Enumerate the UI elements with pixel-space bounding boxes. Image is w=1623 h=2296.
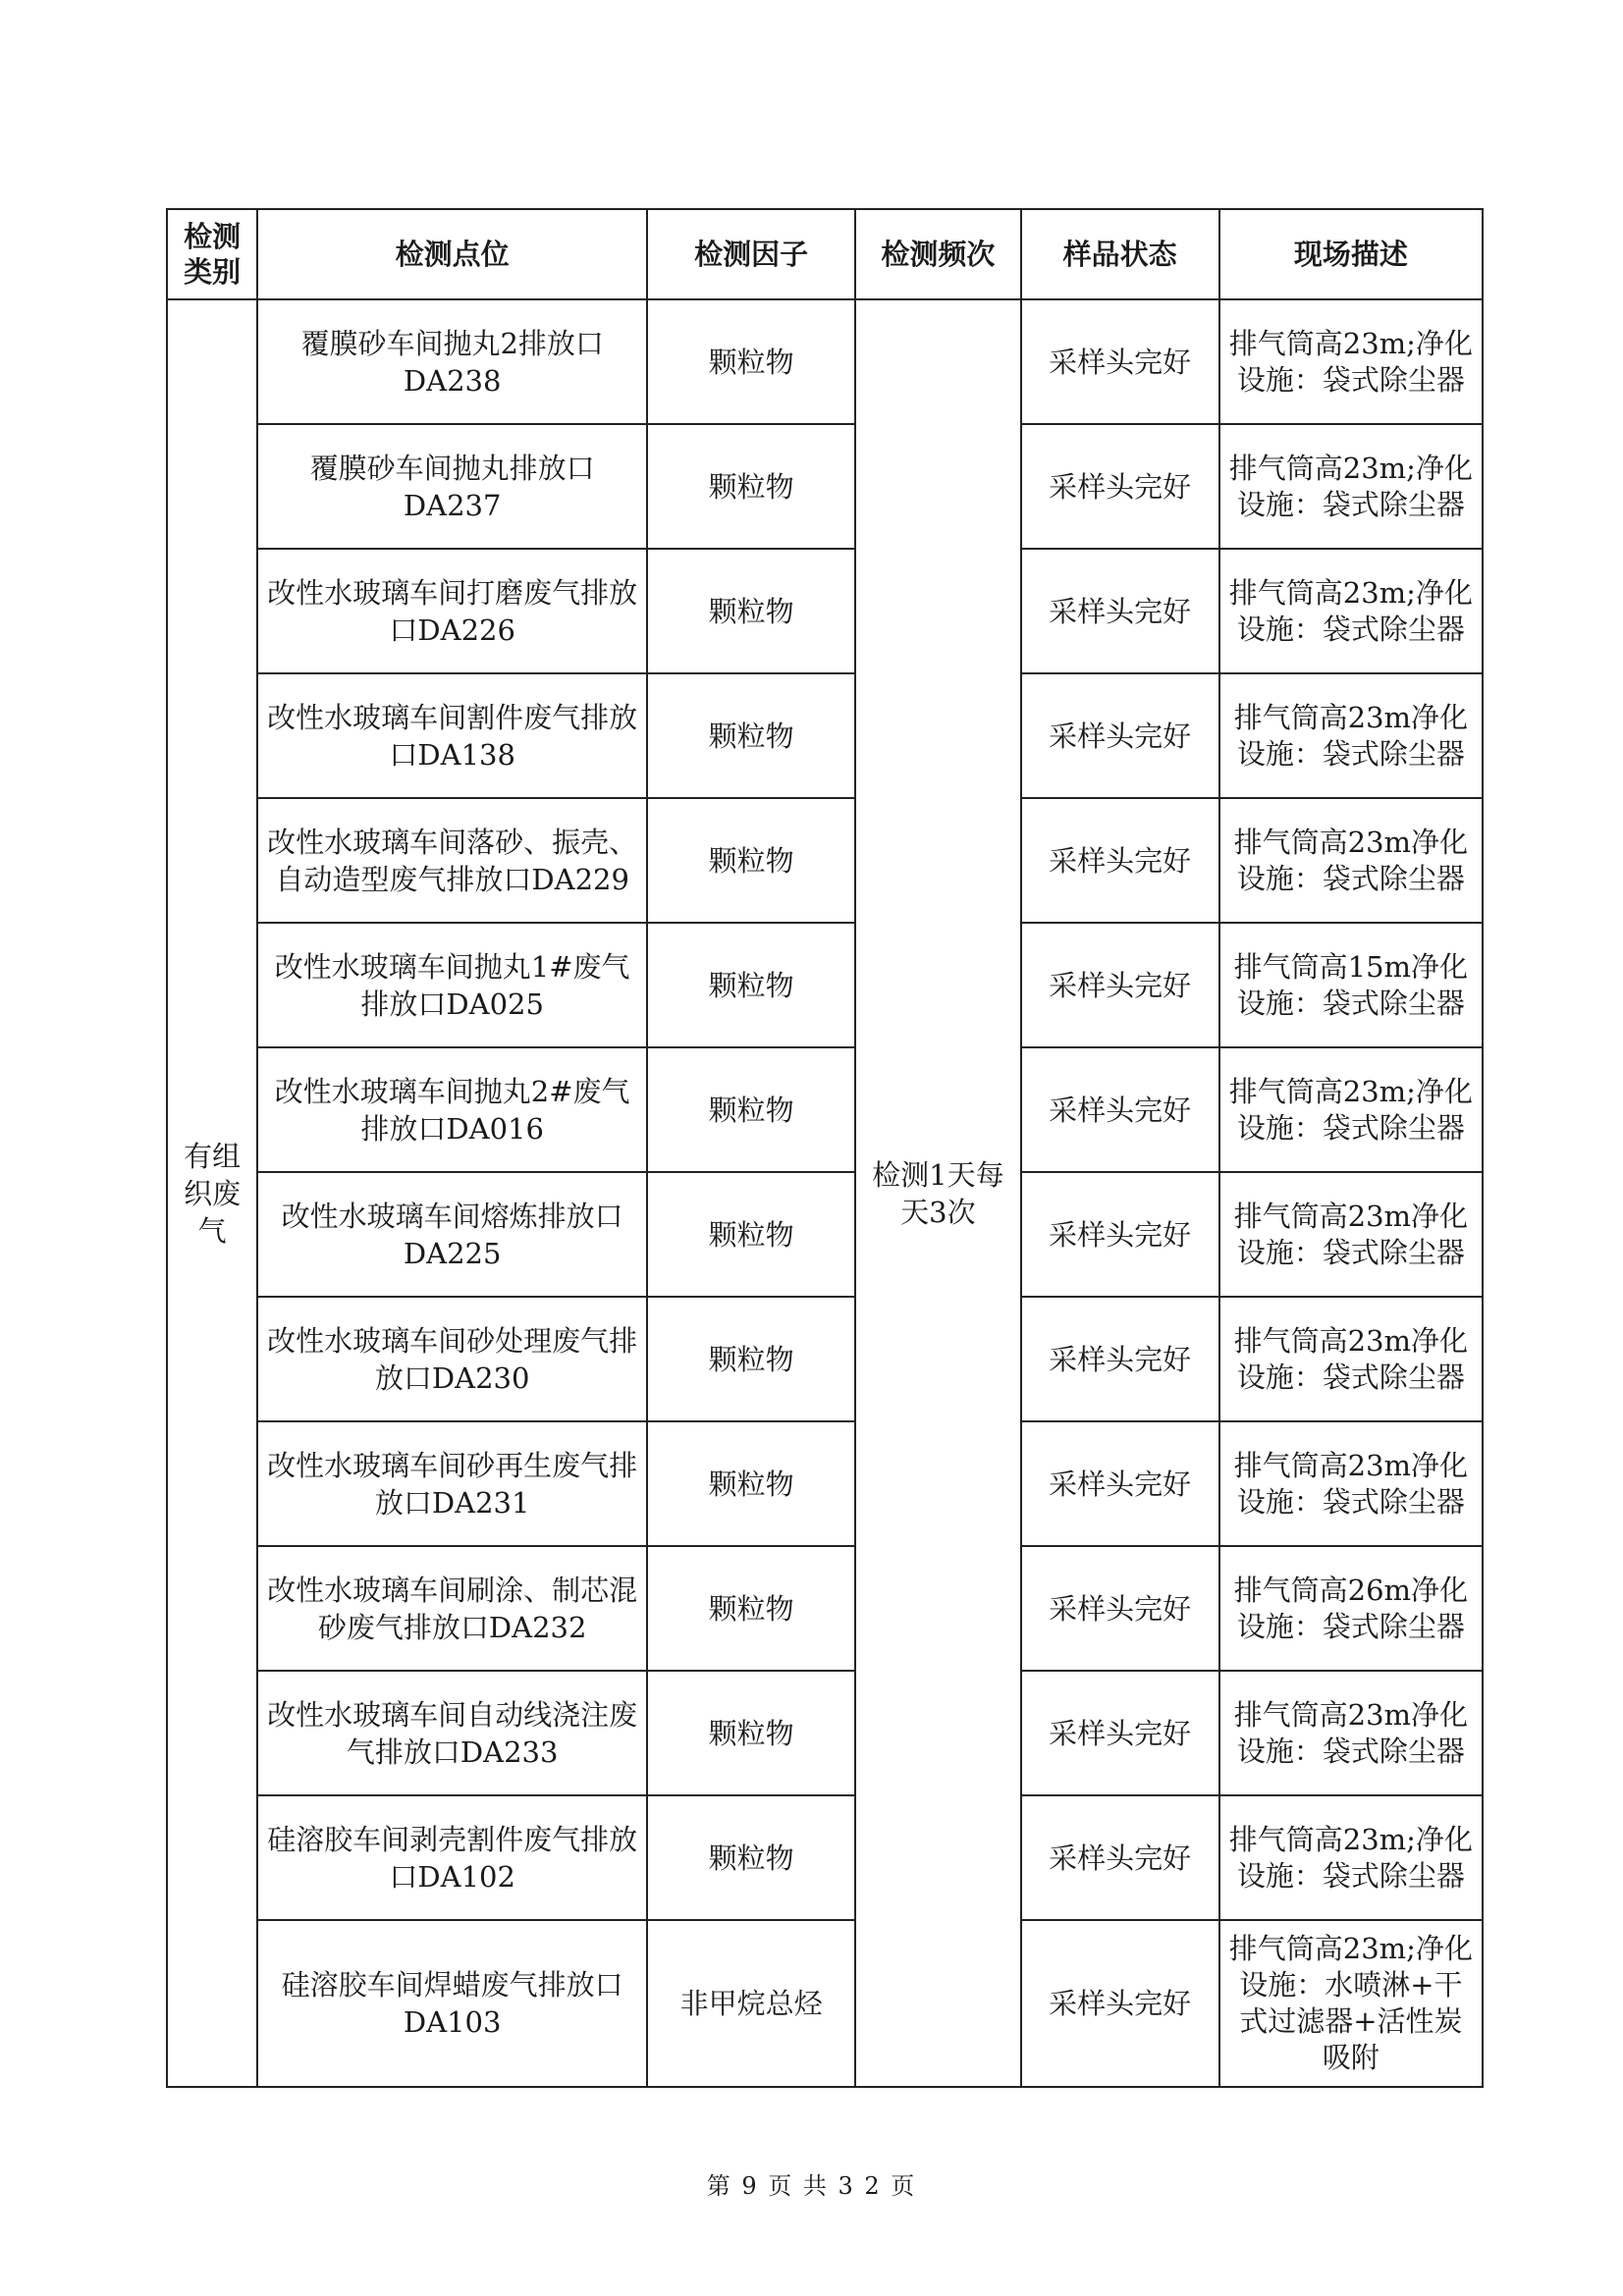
factor-cell: 颗粒物: [647, 1172, 855, 1297]
point-cell: 硅溶胶车间剥壳割件废气排放口DA102: [257, 1795, 647, 1920]
table-body: [167, 299, 1483, 2087]
state-cell: 采样头完好: [1021, 1671, 1219, 1795]
factor-cell: 颗粒物: [647, 673, 855, 798]
point-cell: 硅溶胶车间焊蜡废气排放口DA103: [257, 1920, 647, 2087]
table-row: [167, 673, 1483, 798]
state-cell: 采样头完好: [1021, 1795, 1219, 1920]
state-cell: 采样头完好: [1021, 424, 1219, 549]
monitoring-table: [166, 208, 1484, 2088]
header-description: 现场描述: [1219, 209, 1483, 299]
table-row: [167, 1795, 1483, 1920]
description-cell: 排气筒高23m净化设施：袋式除尘器: [1219, 1671, 1483, 1795]
frequency-cell: 检测1天每天3次: [855, 299, 1020, 2087]
description-cell: 排气筒高23m净化设施：袋式除尘器: [1219, 1421, 1483, 1546]
factor-cell: 颗粒物: [647, 1047, 855, 1172]
factor-cell: 颗粒物: [647, 424, 855, 549]
description-cell: 排气筒高23m净化设施：袋式除尘器: [1219, 673, 1483, 798]
state-cell: 采样头完好: [1021, 923, 1219, 1047]
point-cell: 改性水玻璃车间打磨废气排放口DA226: [257, 549, 647, 673]
table-row: [167, 1047, 1483, 1172]
point-cell: 改性水玻璃车间落砂、振壳、自动造型废气排放口DA229: [257, 798, 647, 923]
header-point: 检测点位: [257, 209, 647, 299]
description-cell: 排气筒高23m净化设施：袋式除尘器: [1219, 798, 1483, 923]
table-row: [167, 424, 1483, 549]
point-cell: 改性水玻璃车间熔炼排放口DA225: [257, 1172, 647, 1297]
state-cell: 采样头完好: [1021, 1172, 1219, 1297]
factor-cell: 颗粒物: [647, 798, 855, 923]
table-row: [167, 299, 1483, 424]
point-cell: 改性水玻璃车间抛丸2#废气排放口DA016: [257, 1047, 647, 1172]
state-cell: 采样头完好: [1021, 1920, 1219, 2087]
table-row: [167, 1297, 1483, 1421]
point-cell: 覆膜砂车间抛丸2排放口DA238: [257, 299, 647, 424]
factor-cell: 颗粒物: [647, 549, 855, 673]
factor-cell: 颗粒物: [647, 1546, 855, 1671]
table-row: [167, 1920, 1483, 2087]
point-cell: 改性水玻璃车间砂再生废气排放口DA231: [257, 1421, 647, 1546]
description-cell: 排气筒高23m;净化设施：水喷淋+干式过滤器+活性炭吸附: [1219, 1920, 1483, 2087]
table-row: [167, 923, 1483, 1047]
description-cell: 排气筒高23m;净化设施：袋式除尘器: [1219, 299, 1483, 424]
header-frequency: 检测频次: [855, 209, 1020, 299]
page-footer: 第 9 页 共 3 2 页: [706, 2172, 917, 2200]
state-cell: 采样头完好: [1021, 549, 1219, 673]
table-header-row: [167, 209, 1483, 299]
state-cell: 采样头完好: [1021, 1047, 1219, 1172]
description-cell: 排气筒高23m;净化设施：袋式除尘器: [1219, 1795, 1483, 1920]
header-category: 检测类别: [167, 209, 257, 299]
factor-cell: 颗粒物: [647, 1795, 855, 1920]
state-cell: 采样头完好: [1021, 673, 1219, 798]
category-cell: 有组织废气: [167, 299, 257, 2087]
factor-cell: 颗粒物: [647, 1421, 855, 1546]
table-row: [167, 1546, 1483, 1671]
table-row: [167, 1671, 1483, 1795]
factor-cell: 颗粒物: [647, 1297, 855, 1421]
description-cell: 排气筒高23m净化设施：袋式除尘器: [1219, 1297, 1483, 1421]
state-cell: 采样头完好: [1021, 798, 1219, 923]
point-cell: 改性水玻璃车间割件废气排放口DA138: [257, 673, 647, 798]
table-row: [167, 1421, 1483, 1546]
factor-cell: 非甲烷总烃: [647, 1920, 855, 2087]
header-state: 样品状态: [1021, 209, 1219, 299]
table-row: [167, 549, 1483, 673]
state-cell: 采样头完好: [1021, 299, 1219, 424]
factor-cell: 颗粒物: [647, 299, 855, 424]
state-cell: 采样头完好: [1021, 1297, 1219, 1421]
point-cell: 覆膜砂车间抛丸排放口DA237: [257, 424, 647, 549]
description-cell: 排气筒高15m净化设施：袋式除尘器: [1219, 923, 1483, 1047]
point-cell: 改性水玻璃车间抛丸1#废气排放口DA025: [257, 923, 647, 1047]
description-cell: 排气筒高23m;净化设施：袋式除尘器: [1219, 1047, 1483, 1172]
description-cell: 排气筒高26m净化设施：袋式除尘器: [1219, 1546, 1483, 1671]
description-cell: 排气筒高23m;净化设施：袋式除尘器: [1219, 549, 1483, 673]
factor-cell: 颗粒物: [647, 923, 855, 1047]
table-row: [167, 1172, 1483, 1297]
factor-cell: 颗粒物: [647, 1671, 855, 1795]
table-row: [167, 798, 1483, 923]
point-cell: 改性水玻璃车间刷涂、制芯混砂废气排放口DA232: [257, 1546, 647, 1671]
point-cell: 改性水玻璃车间自动线浇注废气排放口DA233: [257, 1671, 647, 1795]
description-cell: 排气筒高23m净化设施：袋式除尘器: [1219, 1172, 1483, 1297]
description-cell: 排气筒高23m;净化设施：袋式除尘器: [1219, 424, 1483, 549]
header-factor: 检测因子: [647, 209, 855, 299]
state-cell: 采样头完好: [1021, 1421, 1219, 1546]
point-cell: 改性水玻璃车间砂处理废气排放口DA230: [257, 1297, 647, 1421]
state-cell: 采样头完好: [1021, 1546, 1219, 1671]
